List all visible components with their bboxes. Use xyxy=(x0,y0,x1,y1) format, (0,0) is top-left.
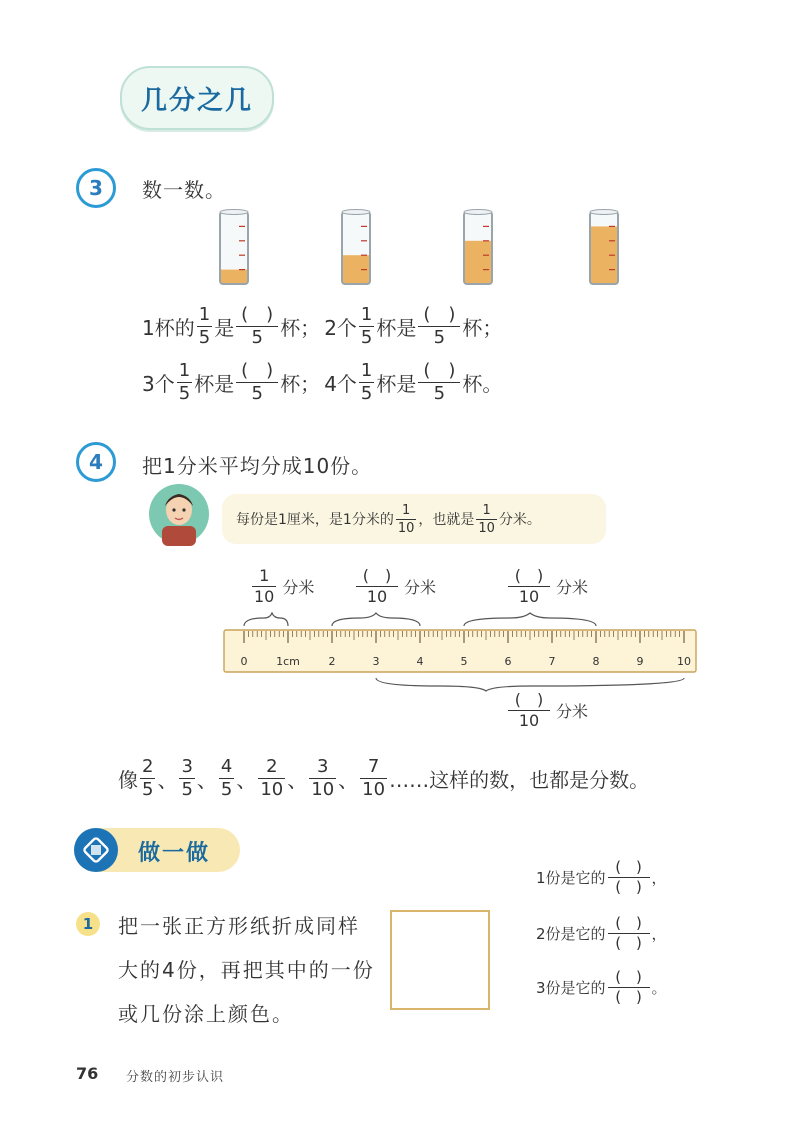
measuring-cup-4 xyxy=(590,210,618,285)
text: ……这样的数，也都是分数。 xyxy=(389,768,650,792)
q4-title: 把1分米平均分成10份。 xyxy=(142,454,373,478)
label-blank-10-b[interactable]: $\frac{( )}{10}$ 分米 xyxy=(506,568,588,605)
fraction: $\frac{1}{5}$ xyxy=(360,360,373,404)
ruler xyxy=(220,612,702,692)
fraction: $\frac{2}{5}$ xyxy=(142,756,154,800)
ruler-label: 6 xyxy=(504,655,512,668)
fraction-blank[interactable]: $\frac{( )}{( )}$ xyxy=(608,916,650,951)
fraction-blank[interactable]: $\frac{( )}{( )}$ xyxy=(608,970,650,1005)
summary-line: 像 $\frac{2}{5}$ 、 $\frac{3}{5}$ 、 $\frac{4}{5}$ 、 $\frac{2}{10}$ 、 $\frac{3}{10}$ 、 $\frac{7}{10}$ ……这样的数，也都是分数。 xyxy=(118,756,650,800)
text: 是 xyxy=(214,316,235,340)
fraction: $\frac{2}{10}$ xyxy=(260,756,284,800)
q3-line-2 xyxy=(142,362,502,403)
text: 杯； xyxy=(280,372,321,396)
question-number-4: 4 xyxy=(76,442,116,482)
answer-line-3: 3份是它的 $\frac{( )}{( )}$ 。 xyxy=(536,968,667,1006)
text: 3个 xyxy=(142,372,175,396)
text: 杯。 xyxy=(462,372,503,396)
text: 1杯的 xyxy=(142,316,195,340)
boy-avatar xyxy=(148,482,210,546)
page-title: 几分之几 xyxy=(120,66,274,130)
ruler-label: 9 xyxy=(636,655,644,668)
cup-glass xyxy=(590,212,618,284)
text: 每份是1厘米，是1分米的 xyxy=(236,512,394,528)
practice-title: 做一做 xyxy=(138,841,211,866)
square-paper[interactable] xyxy=(390,910,490,1010)
fraction: $\frac{3}{10}$ xyxy=(311,756,335,800)
q3-title: 数一数。 xyxy=(142,178,226,202)
page-number: 76 xyxy=(76,1064,99,1083)
fraction: $\frac{4}{5}$ xyxy=(220,756,233,800)
fraction: $\frac{3}{5}$ xyxy=(181,756,193,800)
cup-glass xyxy=(464,212,492,284)
practice-number-1: 1 xyxy=(76,912,100,936)
ruler-label: 8 xyxy=(592,655,600,668)
speech-bubble xyxy=(222,494,606,544)
ruler-label: 0 xyxy=(240,655,248,668)
text: 4个 xyxy=(324,372,357,396)
text: 杯是 xyxy=(194,372,235,396)
fraction-blank[interactable]: $\frac{( )}{( )}$ xyxy=(608,860,650,895)
fraction-blank[interactable]: $\frac{( )}{5}$ xyxy=(418,362,460,403)
ruler-label: 4 xyxy=(416,655,424,668)
fraction: $\frac{1}{10}$ xyxy=(397,502,415,536)
label-blank-10-c[interactable]: $\frac{( )}{10}$ 分米 xyxy=(506,692,588,729)
measuring-cup-1 xyxy=(220,210,248,285)
text: 2个 xyxy=(324,316,357,340)
fraction: $\frac{7}{10}$ xyxy=(362,756,386,800)
fraction: $\frac{1}{5}$ xyxy=(198,304,211,348)
text: 杯； xyxy=(462,316,503,340)
cup-glass xyxy=(220,212,248,284)
ruler-label: 7 xyxy=(548,655,556,668)
text: 杯； xyxy=(280,316,321,340)
ruler-label: 10 xyxy=(677,655,691,668)
ruler-label: 1cm xyxy=(276,655,300,668)
label-blank-10-a[interactable]: $\frac{( )}{10}$ 分米 xyxy=(354,568,436,605)
chapter-title: 分数的初步认识 xyxy=(126,1070,225,1085)
text: ，也就是 xyxy=(418,512,475,528)
fraction-blank[interactable]: $\frac{( )}{5}$ xyxy=(236,362,278,403)
text: 分米。 xyxy=(498,512,541,528)
ruler-label: 2 xyxy=(328,655,336,668)
practice-1-text: 把一张正方形纸折成同样大的4份，再把其中的一份或几份涂上颜色。 xyxy=(118,914,375,1026)
ruler-label: 5 xyxy=(460,655,468,668)
ruler-label: 3 xyxy=(372,655,380,668)
measuring-cup-3 xyxy=(464,210,492,285)
fraction: $\frac{1}{5}$ xyxy=(360,304,373,348)
q3-line-1 xyxy=(142,306,502,347)
text: 像 xyxy=(118,768,138,792)
question-number-3: 3 xyxy=(76,168,116,208)
fraction: $\frac{1}{10}$ xyxy=(478,502,495,536)
fraction-blank[interactable]: $\frac{( )}{5}$ xyxy=(236,306,278,347)
label-1-10: $\frac{1}{10}$ 分米 xyxy=(254,566,315,606)
answer-line-2: 2份是它的 $\frac{( )}{( )}$ ， xyxy=(536,914,667,952)
text: 杯是 xyxy=(376,372,417,396)
practice-icon xyxy=(74,828,118,872)
fraction-blank[interactable]: $\frac{( )}{5}$ xyxy=(418,306,460,347)
text: 杯是 xyxy=(376,316,417,340)
fraction: $\frac{1}{5}$ xyxy=(178,360,191,404)
measuring-cups xyxy=(200,208,640,292)
cup-glass xyxy=(342,212,370,284)
measuring-cup-2 xyxy=(342,210,370,285)
answer-line-1: 1份是它的 $\frac{( )}{( )}$ ， xyxy=(536,858,667,896)
